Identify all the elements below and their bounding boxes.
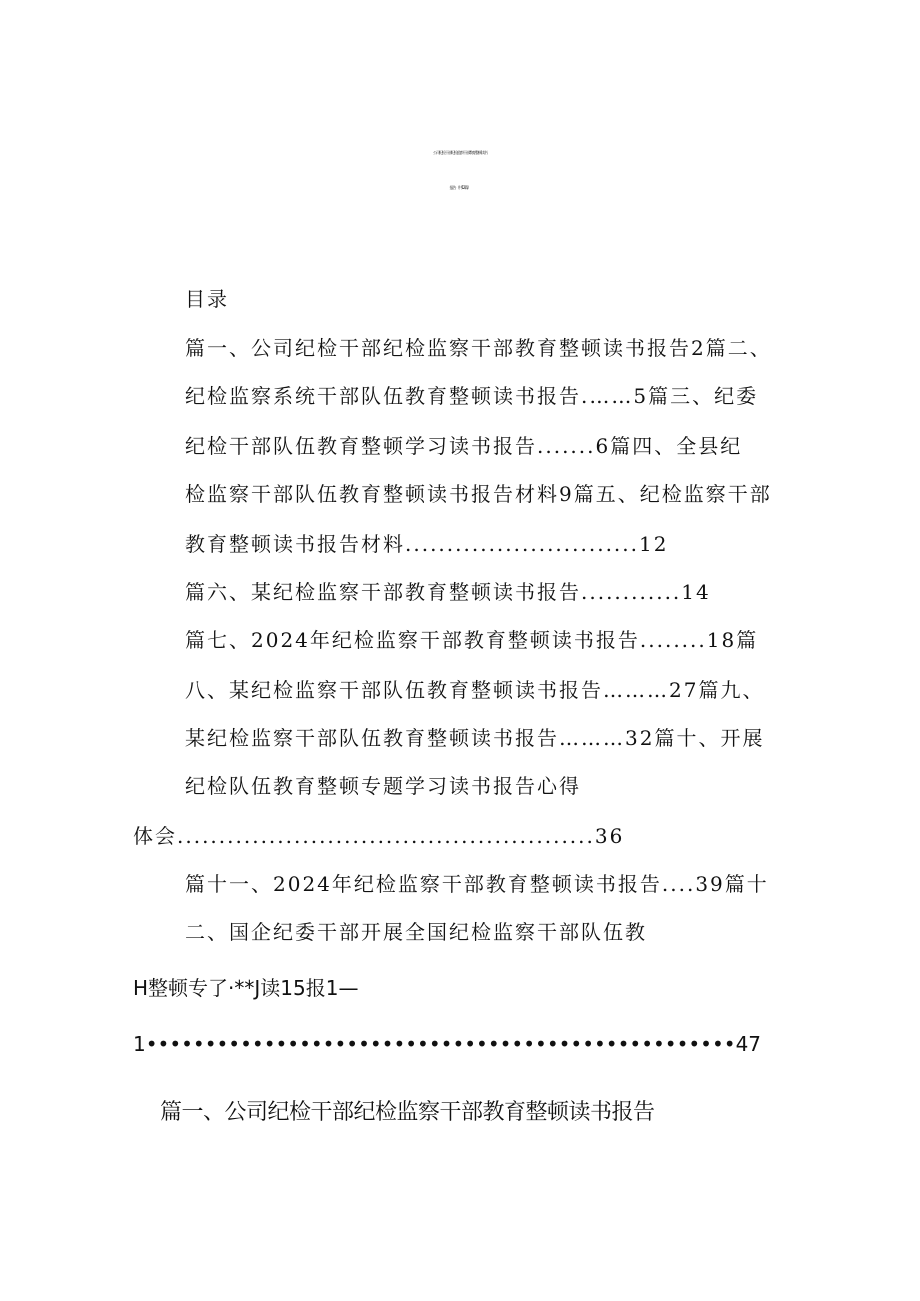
toc-line: 篇一、公司纪检干部纪检监察干部教育整顿读书报告2篇二、: [185, 336, 772, 360]
toc-line: 纪检监察系统干部队伍教育整顿读书报告.……5篇三、纪委: [185, 384, 759, 408]
toc-line: 1••••••••••••••••••••••••••••••••••••••••••••••••••47: [133, 1032, 762, 1056]
toc-line: 某纪检监察干部队伍教育整顿读书报告………32篇十、开展: [185, 726, 765, 750]
toc-line: 教育整顿读书报告材料............................12: [185, 532, 669, 556]
toc-line: H整顿专了·**J读15报1—: [133, 976, 359, 1000]
toc-line: 篇六、某纪检监察干部教育整顿读书报告............14: [185, 580, 711, 604]
toc-line: 纪检干部队伍教育整顿学习读书报告.......6篇四、全县纪: [185, 434, 743, 458]
document-title-line-1: 公司纪检干部纪检监察干部教育整顿读书: [433, 150, 487, 155]
toc-line: 篇七、2024年纪检监察干部教育整顿读书报告........18篇: [185, 628, 759, 652]
toc-line: 二、国企纪委干部开展全国纪检监察干部队伍教: [185, 920, 647, 944]
section-heading: 篇一、公司纪检干部纪检监察干部教育整顿读书报告: [160, 1100, 655, 1125]
toc-line: 纪检队伍教育整顿专题学习读书报告心得: [185, 774, 581, 798]
toc-line: 检监察干部队伍教育整顿读书报告材料9篇五、纪检监察干部: [185, 482, 772, 506]
toc-line: 篇十一、2024年纪检监察干部教育整顿读书报告....39篇十: [185, 872, 769, 896]
toc-heading: 目录: [185, 287, 229, 311]
toc-line: 体会..................................................36: [133, 824, 625, 848]
document-title-line-2: 报告（共12篇）: [449, 185, 471, 190]
toc-line: 八、某纪检监察干部队伍教育整顿读书报告………27篇九、: [185, 678, 765, 702]
